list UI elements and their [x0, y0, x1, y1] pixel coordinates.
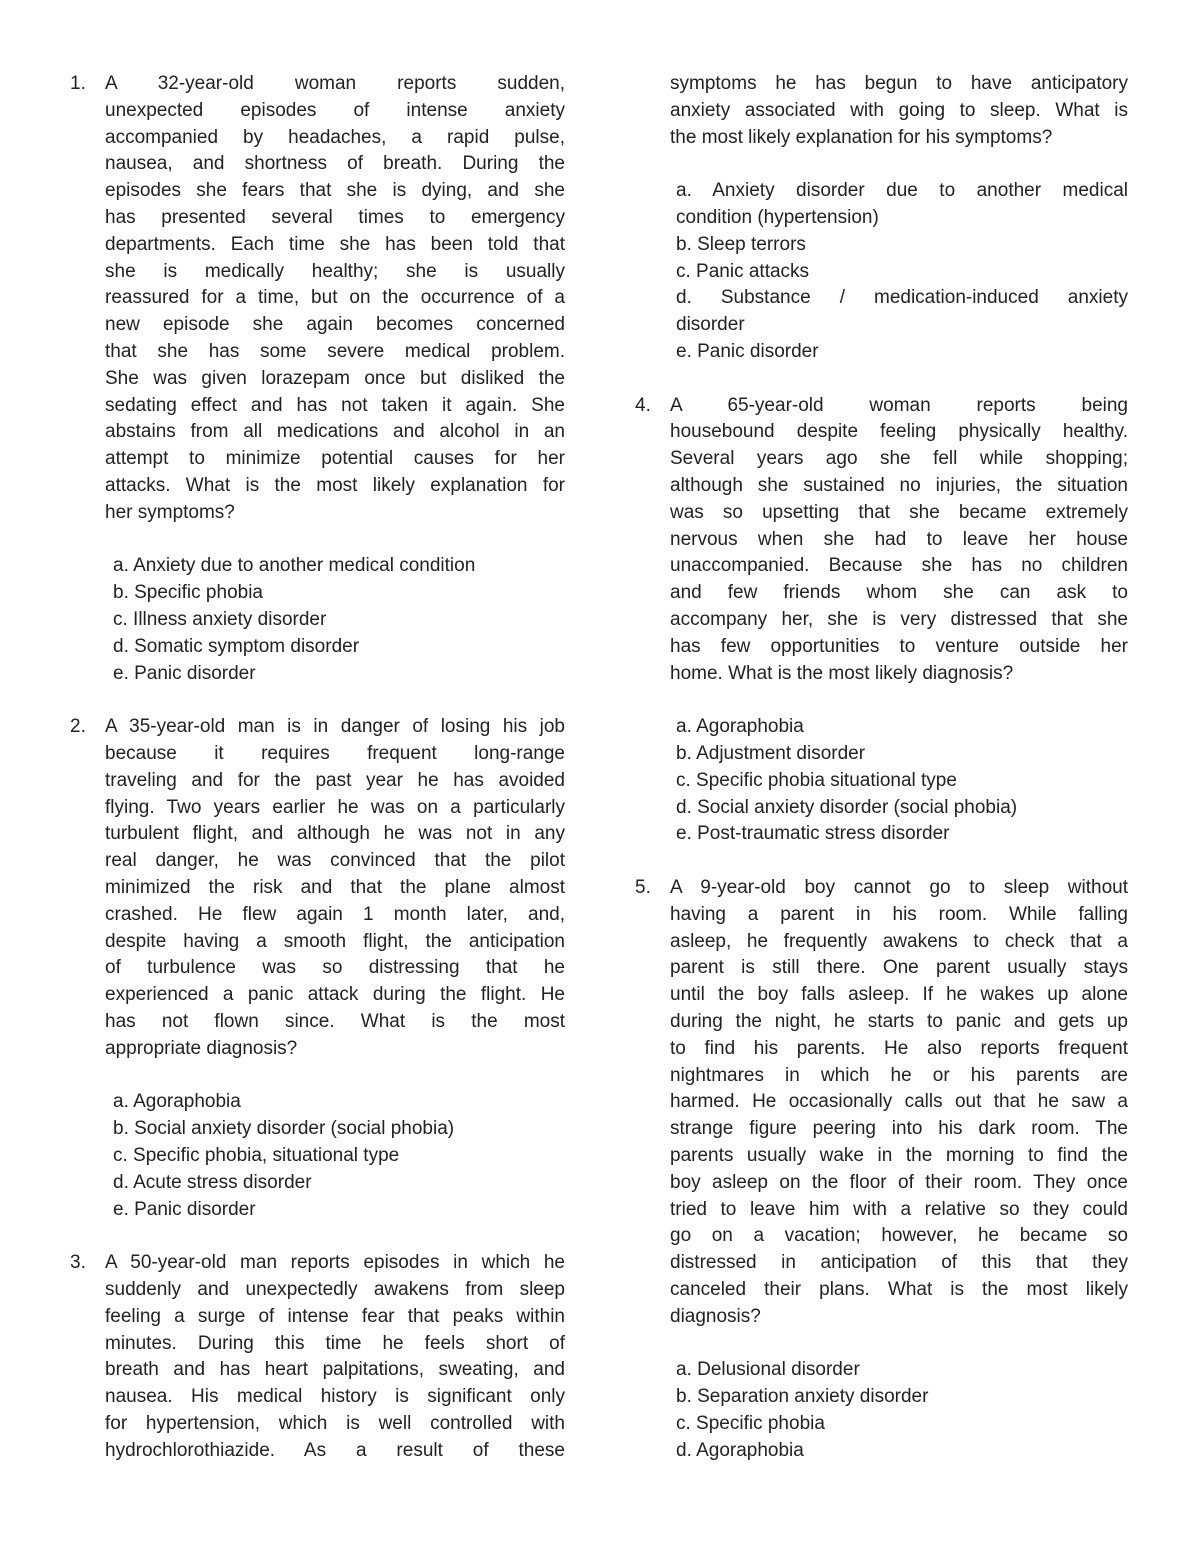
answer-option: c. Illness anxiety disorder [113, 609, 327, 630]
answer-option: e. Post-traumatic stress disorder [676, 823, 950, 845]
question-text-line: attempt to minimize potential causes for her [105, 448, 565, 470]
question-text-line: She was given lorazepam once but disliked the [105, 367, 565, 389]
answer-option: a. Agoraphobia [676, 716, 804, 738]
question-number: 3. [70, 1252, 86, 1274]
question-text-line: because it requires frequent long-range [105, 743, 565, 764]
question-text-line: episodes she fears that she is dying, and she [105, 180, 565, 202]
answer-option: e. Panic disorder [113, 662, 256, 684]
question-text-line: accompany her, she is very distressed that she [670, 609, 1128, 630]
answer-option: e. Panic disorder [676, 341, 819, 362]
answer-option: c. Specific phobia situational type [676, 769, 957, 791]
question-number: 2. [70, 716, 86, 738]
answer-option: a. Agoraphobia [113, 1091, 241, 1113]
question-text-line: during the night, he starts to panic and gets up [670, 1011, 1128, 1032]
question-number: 5. [635, 877, 651, 898]
question-text-line: home. What is the most likely diagnosis? [670, 662, 1014, 684]
question-text-line: nausea. His medical history is significant only [105, 1386, 565, 1408]
question-text-line: her symptoms? [105, 501, 235, 523]
question-text-line: canceled their plans. What is the most likely [670, 1279, 1128, 1300]
question-text-line: has few opportunities to venture outside her [670, 635, 1128, 657]
answer-option: disorder [676, 314, 745, 336]
question-text-line: unexpected episodes of intense anxiety [105, 99, 565, 121]
answer-option: b. Social anxiety disorder (social phobia) [113, 1118, 455, 1140]
question-text-line: turbulent flight, and although he was not in any [105, 823, 565, 845]
question-text-line: minutes. During this time he feels short of [105, 1332, 565, 1354]
question-text-line: having a parent in his room. While falling [670, 903, 1128, 925]
question-text-line: Several years ago she fell while shopping; [670, 448, 1128, 470]
question-text-line: A 65-year-old woman reports being [670, 394, 1128, 416]
answer-option: c. Panic attacks [676, 260, 810, 282]
question-text-line: A 50-year-old man reports episodes in which he [105, 1252, 565, 1274]
question-text-line: nervous when she had to leave her house [670, 528, 1128, 550]
question-text-line: has not flown since. What is the most [105, 1011, 565, 1032]
question-text-line: until the boy falls asleep. If he wakes up alone [670, 984, 1128, 1006]
question-text-line: new episode she again becomes concerned [105, 314, 565, 336]
question-text-line: minimized the risk and that the plane almost [105, 877, 565, 898]
question-text-line: diagnosis? [670, 1305, 761, 1327]
answer-option: a. Anxiety due to another medical condition [113, 555, 476, 577]
question-text-line: A 32-year-old woman reports sudden, [105, 73, 565, 94]
question-number: 4. [635, 394, 651, 416]
question-text-line: real danger, he was convinced that the pilot [105, 850, 565, 872]
question-text-line: nightmares in which he or his parents are [670, 1064, 1128, 1086]
answer-option: b. Sleep terrors [676, 233, 806, 255]
answer-option: b. Adjustment disorder [676, 743, 866, 764]
question-text-line: unaccompanied. Because she has no children [670, 555, 1128, 577]
question-text-line: suddenly and unexpectedly awakens from sleep [105, 1279, 565, 1300]
answer-option: condition (hypertension) [676, 207, 879, 228]
answer-option: e. Panic disorder [113, 1198, 256, 1220]
question-text-line: for hypertension, which is well controlled with [105, 1413, 565, 1434]
answer-option: a. Anxiety disorder due to another medical [676, 180, 1128, 202]
question-text-line: symptoms he has begun to have anticipatory [670, 73, 1128, 94]
question-text-line: crashed. He flew again 1 month later, and, [105, 903, 565, 925]
answer-option: d. Somatic symptom disorder [113, 635, 360, 657]
question-text-line: parent is still there. One parent usually stays [670, 957, 1128, 979]
question-text-line: anxiety associated with going to sleep. What is [670, 99, 1128, 121]
question-text-line: reassured for a time, but on the occurrence of a [105, 287, 565, 309]
question-text-line: asleep, he frequently awakens to check that a [670, 930, 1128, 952]
answer-option: d. Acute stress disorder [113, 1171, 312, 1193]
question-text-line: A 35-year-old man is in danger of losing his job [105, 716, 565, 738]
question-text-line: accompanied by headaches, a rapid pulse, [105, 126, 565, 148]
question-text-line: was so upsetting that she became extremely [670, 501, 1128, 523]
question-text-line: abstains from all medications and alcohol in an [105, 421, 565, 443]
question-text-line: although she sustained no injuries, the situation [670, 475, 1128, 496]
question-text-line: experienced a panic attack during the flight. He [105, 984, 565, 1006]
answer-option: b. Separation anxiety disorder [676, 1386, 929, 1408]
question-text-line: she is medically healthy; she is usually [105, 260, 565, 282]
question-text-line: strange figure peering into his dark room. The [670, 1118, 1128, 1140]
question-text-line: go on a vacation; however, he became so [670, 1225, 1128, 1247]
question-text-line: attacks. What is the most likely explanation for [105, 475, 565, 496]
question-text-line: parents usually wake in the morning to find the [670, 1145, 1128, 1166]
question-text-line: that she has some severe medical problem. [105, 341, 565, 362]
answer-option: c. Specific phobia [676, 1413, 825, 1434]
question-text-line: distressed in anticipation of this that they [670, 1252, 1128, 1274]
question-text-line: flying. Two years earlier he was on a particularly [105, 796, 565, 818]
answer-option: d. Agoraphobia [676, 1439, 804, 1461]
question-text-line: and few friends whom she can ask to [670, 582, 1128, 604]
question-text-line: to find his parents. He also reports frequent [670, 1037, 1128, 1059]
answer-option: b. Specific phobia [113, 582, 263, 604]
question-text-line: harmed. He occasionally calls out that he saw a [670, 1091, 1128, 1113]
answer-option: d. Social anxiety disorder (social phobia) [676, 796, 1018, 818]
question-text-line: tried to leave him with a relative so they could [670, 1198, 1128, 1220]
question-text-line: A 9-year-old boy cannot go to sleep without [670, 877, 1128, 898]
question-text-line: feeling a surge of intense fear that peaks within [105, 1305, 565, 1327]
question-text-line: hydrochlorothiazide. As a result of these [105, 1439, 565, 1461]
question-text-line: appropriate diagnosis? [105, 1037, 298, 1059]
question-text-line: boy asleep on the floor of their room. They once [670, 1171, 1128, 1193]
question-text-line: the most likely explanation for his symptoms? [670, 126, 1053, 148]
question-text-line: despite having a smooth flight, the anticipation [105, 930, 565, 952]
question-text-line: departments. Each time she has been told that [105, 233, 565, 255]
question-text-line: has presented several times to emergency [105, 207, 565, 228]
question-text-line: sedating effect and has not taken it again. She [105, 394, 565, 416]
answer-option: c. Specific phobia, situational type [113, 1145, 400, 1166]
answer-option: d. Substance / medication-induced anxiety [676, 287, 1128, 309]
question-number: 1. [70, 73, 86, 94]
answer-option: a. Delusional disorder [676, 1359, 860, 1381]
question-text-line: breath and has heart palpitations, sweating, and [105, 1359, 565, 1381]
question-text-line: traveling and for the past year he has avoided [105, 769, 565, 791]
question-text-line: of turbulence was so distressing that he [105, 957, 565, 979]
question-text-line: housebound despite feeling physically healthy. [670, 421, 1128, 443]
question-text-line: nausea, and shortness of breath. During the [105, 153, 565, 175]
